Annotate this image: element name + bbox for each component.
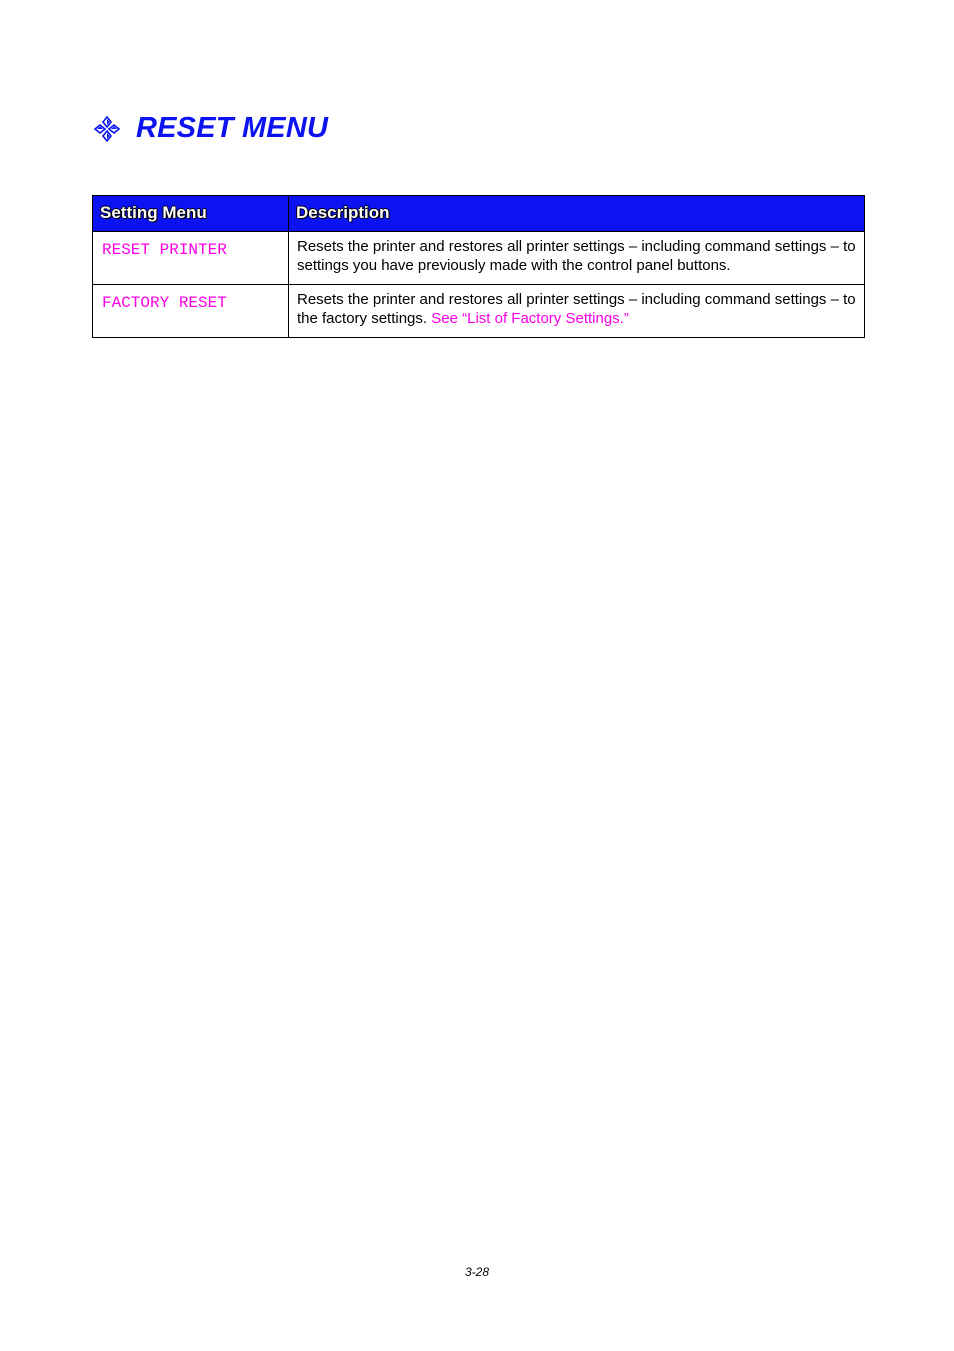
section-heading	[94, 112, 328, 145]
setting-reset-printer: RESET PRINTER	[93, 232, 289, 285]
column-header-setting-menu: Setting Menu	[93, 196, 289, 232]
description-text: Resets the printer and restores all printer settings – including command settings – to the factory settings.	[297, 291, 856, 327]
four-diamond-bullet-icon	[94, 116, 120, 142]
column-header-description: Description	[289, 196, 865, 232]
description-text: Resets the printer and restores all printer settings – including command settings – to settings you have previously made with the control panel buttons.	[297, 238, 856, 274]
page-number: 3-28	[464, 1265, 490, 1279]
description-cell	[289, 285, 865, 338]
table-row	[93, 285, 865, 338]
table-header-row	[93, 196, 865, 232]
description-cell	[289, 232, 865, 285]
setting-factory-reset: FACTORY RESET	[93, 285, 289, 338]
factory-settings-link[interactable]: See “List of Factory Settings.”	[431, 310, 629, 327]
table-row	[93, 232, 865, 285]
reset-menu-table	[92, 195, 865, 338]
page-title: RESET MENU	[136, 112, 329, 144]
